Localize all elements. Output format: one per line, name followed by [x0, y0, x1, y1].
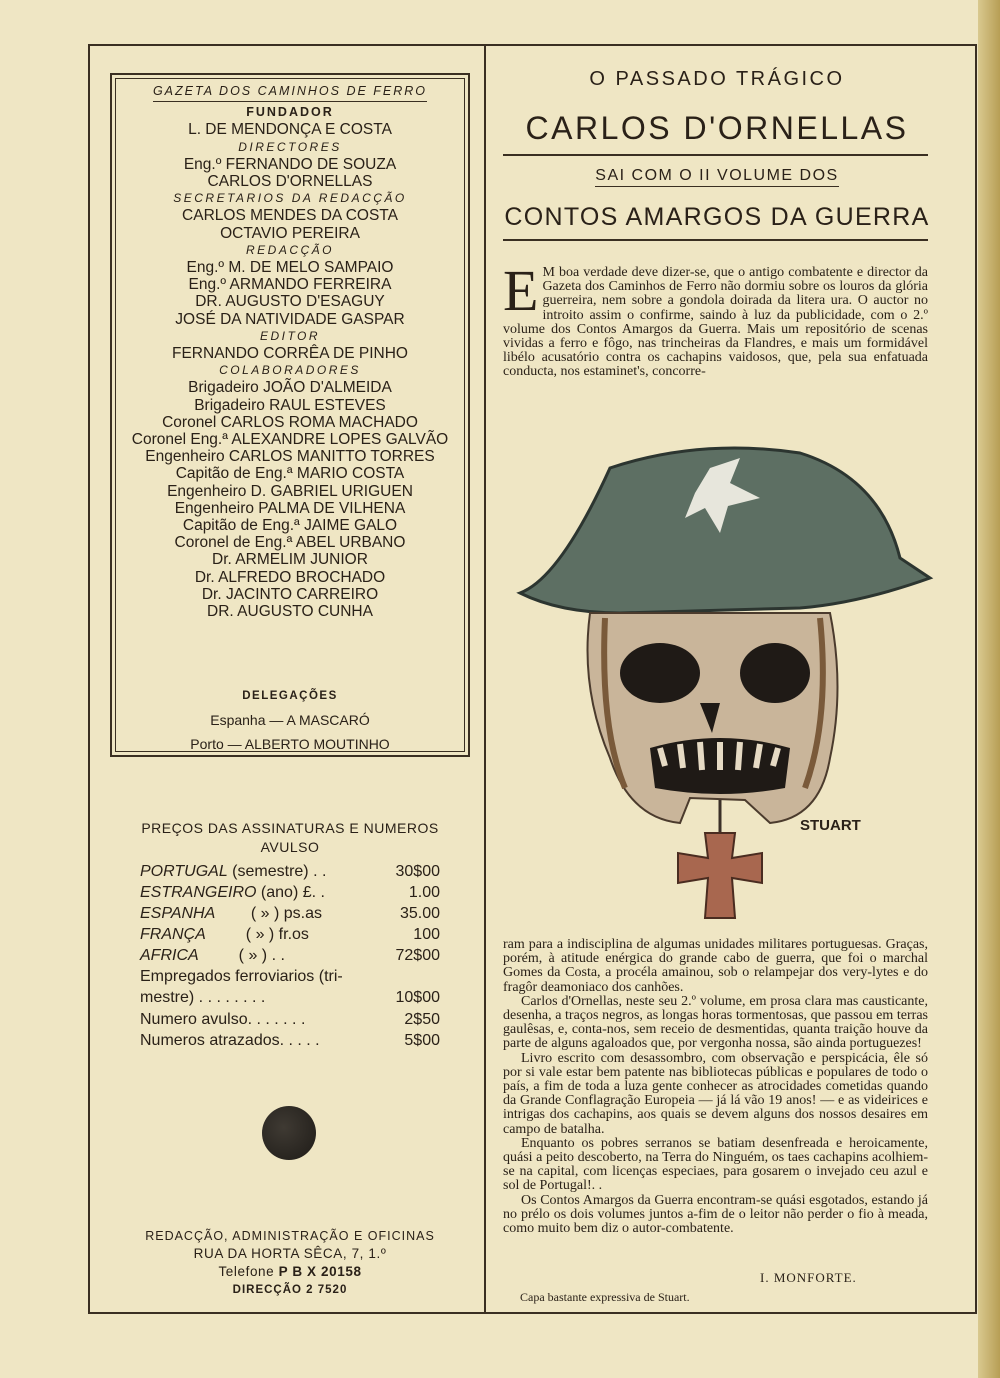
collaborator-name: Dr. JACINTO CARREIRO — [201, 585, 379, 603]
phone-number: P B X 20158 — [278, 1264, 362, 1279]
article-paragraph: Enquanto os pobres serranos se batiam desenfreada e heroicamente, quási a peito descoberto, na Terra do Ninguém, os taes cachapins acolhiem-se na capital, com licenças especiaes, para gosarem o invejado ceu azul e sol de Portugal!. . — [503, 1135, 928, 1194]
directors-label: DIRECTORES — [238, 139, 342, 154]
price-row — [140, 946, 440, 966]
secretary-name: CARLOS MENDES DA COSTA — [182, 207, 398, 225]
gazette-title: GAZETA DOS CAMINHOS DE FERRO — [153, 83, 427, 102]
price-label — [140, 1031, 320, 1051]
price-row — [140, 967, 440, 987]
intro-text: M boa verdade deve dizer-se, que o antigo combatente e director da Gazeta dos Caminhos de Ferro não dormiu sobre os louros da glória guerreira, nem sobre a gondola doirada da litera ura. O auctor no introito assim o confirme, saindo à luz da publicidade, com o 2.º volume dos Contos Amargos da Guerra. Mais um repositório de scenas vividas a ferro e fôgo, nas trincheiras da Flandres, e mais um formidável libélo acusatório contra os cachapins vaidosos, que, pela sua enfatuada conducta, nos estaminet's, concorre- — [503, 265, 928, 380]
editorial-name: Eng.º M. DE MELO SAMPAIO — [186, 259, 394, 277]
collaborator-name: Brigadeiro JOÃO D'ALMEIDA — [188, 379, 392, 397]
direction-line: DIRECÇÃO 2 7520 — [232, 1284, 348, 1296]
delegations — [120, 684, 460, 756]
price-value: 30$00 — [395, 863, 440, 880]
collaborators-label: COLABORADORES — [219, 363, 361, 378]
price-country: ESPANHA — [140, 905, 216, 922]
collaborator-name: Dr. ALFREDO BROCHADO — [194, 568, 386, 586]
price-period: Numeros atrazados. . . . . — [140, 1032, 320, 1049]
price-label — [140, 1010, 305, 1030]
price-value: 10$00 — [395, 989, 440, 1006]
title-rule — [503, 154, 928, 156]
price-label — [140, 967, 343, 987]
article-intro — [503, 258, 928, 380]
editorial-name: JOSÉ DA NATIVIDADE GASPAR — [175, 310, 405, 328]
founder-name: L. DE MENDONÇA E COSTA — [188, 121, 392, 139]
director-name: Eng.º FERNANDO DE SOUZA — [183, 155, 397, 173]
price-value: 35.00 — [399, 905, 440, 922]
price-label — [140, 883, 325, 903]
price-value: 100 — [413, 926, 440, 943]
ink-blot — [262, 1106, 316, 1160]
editorial-name: DR. AUGUSTO D'ESAGUY — [195, 293, 385, 311]
price-country: PORTUGAL — [140, 863, 228, 880]
price-label — [140, 946, 285, 966]
price-period: ( » ) fr.os — [205, 926, 309, 943]
eye-socket-icon — [620, 643, 700, 703]
price-country: FRANÇA — [140, 926, 206, 943]
price-value: 72$00 — [395, 947, 440, 964]
illustration-caption: Capa bastante expressiva de Stuart. — [520, 1290, 690, 1304]
article-continuation — [503, 938, 928, 1236]
secretaries-label: SECRETARIOS DA REDACÇÃO — [173, 191, 407, 206]
article-author: CARLOS D'ORNELLAS — [525, 110, 909, 146]
article-subtitle-text: SAI COM O II VOLUME DOS — [595, 167, 838, 187]
phone-prefix: Telefone — [218, 1264, 279, 1279]
price-row — [140, 988, 440, 1008]
staff-list — [120, 82, 460, 620]
editor-label: EDITOR — [259, 328, 321, 343]
prices-title-line: PREÇOS DAS ASSINATURAS E NUMEROS — [141, 820, 439, 836]
article-paragraph: Carlos d'Ornellas, neste seu 2.º volume, em prosa clara mas causticante, desenha, a traços negros, as longas horas tormentosas, que passou em terras gaulêsas, e, conta-nos, sem receio de desmentidas, quanta traição houve da parte de alguns agaloados que, por vergonha nossa, são ainda portuguezes! — [503, 993, 928, 1052]
price-country: ESTRANGEIRO — [140, 884, 257, 901]
collaborator-name: Engenheiro CARLOS MANITTO TORRES — [145, 448, 435, 466]
founder-label: FUNDADOR — [246, 105, 334, 120]
article-paragraph: Os Contos Amargos da Guerra encontram-se quási esgotados, estando já no prélo os dois volumes juntos a-fim de o leitor não perder o fio à meada, como muito bem diz o autor-combatente. — [503, 1192, 928, 1237]
price-label — [140, 862, 326, 882]
collaborator-name: Dr. ARMELIM JUNIOR — [212, 551, 368, 569]
collaborator-name: Engenheiro D. GABRIEL URIGUEN — [167, 482, 413, 500]
drop-cap: E — [503, 258, 539, 323]
article-paragraph: Livro escrito com desassombro, com observação e perspicácia, êle só por si vale estar bem patente nas bibliotecas públicas e populares de todo o país, a fim de toda a luza gente conhecer as atrocidades cometidas quando da Grande Conflagração Europeia — já lá vão 19 anos! — e as videirices e intrigas dos cachapins, aos quais se devem alguns dos nossos desaires em campo de batalha. — [503, 1050, 928, 1137]
price-value: 1.00 — [408, 884, 440, 901]
editorial-label: REDACÇÃO — [245, 242, 334, 257]
director-name: CARLOS D'ORNELLAS — [207, 173, 373, 191]
eye-socket-icon — [740, 643, 810, 703]
collaborator-name: DR. AUGUSTO CUNHA — [207, 603, 373, 621]
delegations-label: DELEGAÇÕES — [242, 690, 338, 702]
delegation-item: Espanha — A MASCARÓ — [210, 712, 370, 728]
price-period: ( » ) . . — [198, 947, 285, 964]
collaborator-name: Capitão de Eng.ª MARIO COSTA — [175, 465, 405, 483]
helmet-skull-illustration — [500, 428, 935, 928]
address-street: RUA DA HORTA SÊCA, 7, 1.º — [193, 1246, 387, 1261]
collaborator-name: Coronel CARLOS ROMA MACHADO — [162, 413, 418, 431]
prices-title — [110, 819, 470, 857]
secretary-name: OCTAVIO PEREIRA — [220, 224, 360, 242]
editor-name: FERNANDO CORRÊA DE PINHO — [172, 345, 408, 363]
address-block — [110, 1227, 470, 1299]
price-row — [140, 862, 440, 882]
price-value: 2$50 — [404, 1011, 440, 1028]
collaborator-name: Coronel de Eng.ª ABEL URBANO — [174, 534, 406, 552]
price-label — [140, 904, 322, 924]
collaborator-name: Capitão de Eng.ª JAIME GALO — [182, 517, 398, 535]
price-label — [140, 925, 309, 945]
book-title-rule — [503, 239, 928, 241]
prices-title-line: AVULSO — [260, 839, 320, 855]
page-edge — [978, 0, 1000, 1378]
delegation-item: Porto — ALBERTO MOUTINHO — [190, 736, 390, 752]
price-label — [140, 988, 265, 1008]
collaborator-name: Engenheiro PALMA DE VILHENA — [174, 499, 406, 517]
war-cross-icon — [678, 833, 762, 918]
address-line: REDACÇÃO, ADMINISTRAÇÃO E OFICINAS — [145, 1229, 435, 1243]
column-divider — [484, 46, 486, 1312]
price-row — [140, 925, 440, 945]
price-period: ( » ) ps.as — [215, 905, 322, 922]
collaborator-name: Coronel Eng.ª ALEXANDRE LOPES GALVÃO — [131, 431, 449, 449]
article-signature: I. MONFORTE. — [760, 1270, 857, 1285]
price-value: 5$00 — [404, 1032, 440, 1049]
price-row — [140, 1031, 440, 1051]
article-kicker: O PASSADO TRÁGICO — [589, 68, 845, 90]
phone-line — [110, 1263, 470, 1281]
book-title: CONTOS AMARGOS DA GUERRA — [504, 203, 930, 231]
price-row — [140, 904, 440, 924]
price-period: (semestre) . . — [227, 863, 327, 880]
price-period: (ano) £. . — [256, 884, 325, 901]
price-period: Empregados ferroviarios (tri- — [140, 968, 343, 985]
collaborator-name: Brigadeiro RAUL ESTEVES — [194, 396, 386, 414]
editorial-name: Eng.º ARMANDO FERREIRA — [188, 276, 392, 294]
price-row — [140, 1010, 440, 1030]
article-subtitle — [497, 167, 937, 185]
price-row — [140, 883, 440, 903]
price-country: AFRICA — [140, 947, 199, 964]
price-period: mestre) . . . . . . . . — [140, 989, 266, 1006]
article-paragraph: ram para a indisciplina de algumas unidades militares portuguesas. Graças, porém, à atitude enérgica do grande cabo de guerra, que foi o marchal Gomes da Costa, a procéla amainou, sob o relampejar dos very-lytes e do fragôr deamoniaco dos canhões. — [503, 937, 928, 995]
illustration-signature: STUART — [800, 817, 861, 834]
price-period: Numero avulso. . . . . . . — [140, 1011, 306, 1028]
